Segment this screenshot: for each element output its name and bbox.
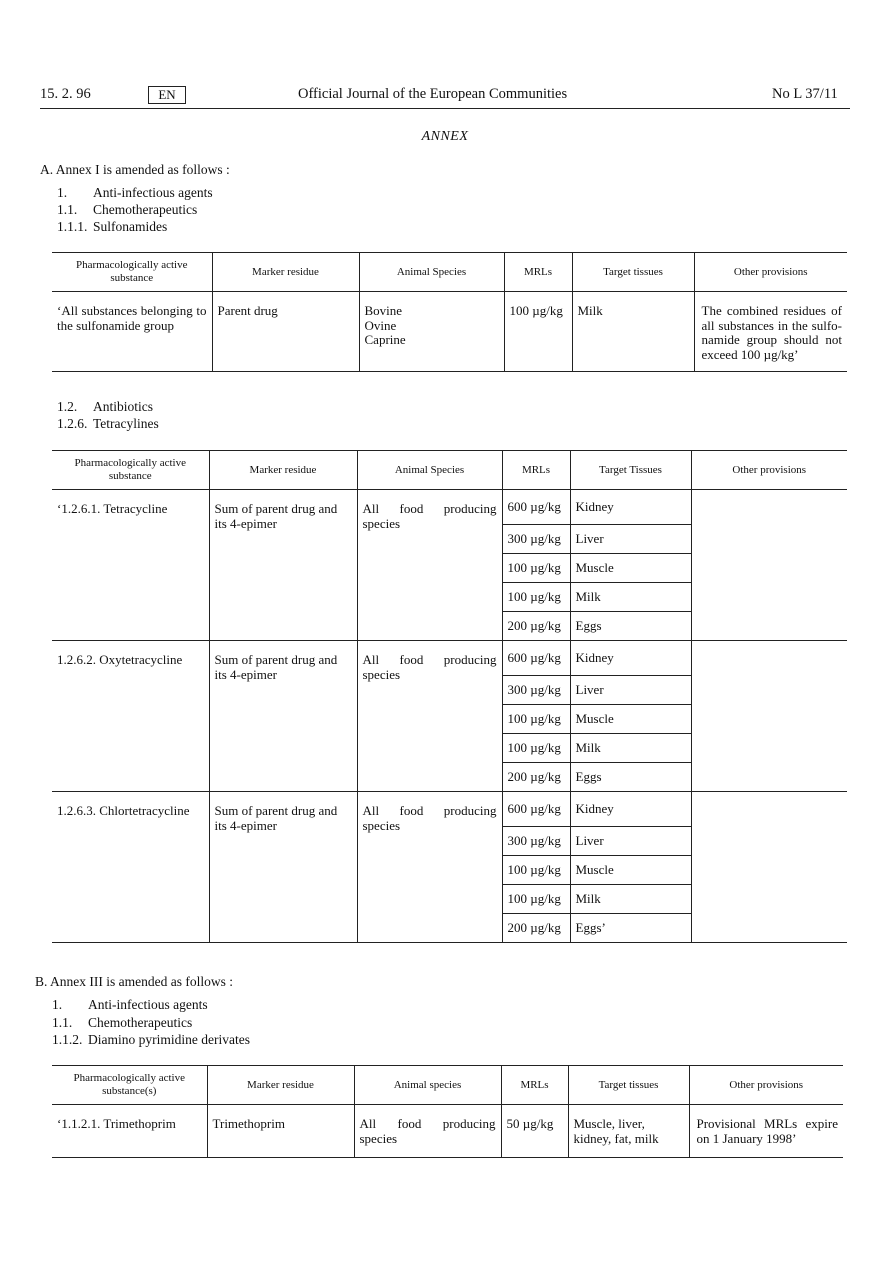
heading-a-1-2-6	[57, 416, 159, 432]
cell-target: Liver	[570, 676, 691, 705]
heading-number: 1.2.6.	[57, 416, 88, 431]
heading-a-1	[57, 185, 213, 201]
col-header-substance: Pharmacologically active substance(s)	[52, 1066, 207, 1105]
cell-species	[359, 292, 504, 372]
cell-mrl: 300 µg/kg	[502, 676, 570, 705]
heading-a-1-1-1	[57, 219, 167, 235]
tetracyclines-table	[52, 450, 847, 943]
cell-mrl: 200 µg/kg	[502, 914, 570, 943]
col-header-substance: Pharmacologically active substance	[52, 451, 209, 490]
cell-mrl: 600 µg/kg	[502, 641, 570, 676]
heading-number: 1.1.	[52, 1015, 73, 1030]
cell-marker: Sum of parent drug and its 4-epimer	[209, 490, 357, 641]
cell-target: Muscle, liver, kidney, fat, milk	[568, 1105, 689, 1158]
col-header-mrls: MRLs	[501, 1066, 568, 1105]
cell-mrl: 100 µg/kg	[502, 856, 570, 885]
heading-number: 1.1.	[57, 202, 78, 217]
cell-marker: Parent drug	[212, 292, 359, 372]
table-row	[52, 792, 847, 827]
col-header-marker: Marker residue	[207, 1066, 354, 1105]
heading-b-1	[52, 997, 208, 1013]
heading-number: 1.2.	[57, 399, 78, 414]
heading-b-1-1-2	[52, 1032, 250, 1048]
heading-text: Tetracylines	[93, 416, 159, 431]
heading-b-1-1	[52, 1015, 192, 1031]
cell-mrl: 300 µg/kg	[502, 827, 570, 856]
cell-mrl: 100 µg/kg	[502, 554, 570, 583]
cell-target: Kidney	[570, 641, 691, 676]
cell-other: The combined residues of all substances in the sulfo-namide group should not exceed 100 µg/kg’	[694, 292, 847, 372]
cell-target: Eggs	[570, 612, 691, 641]
cell-mrl: 50 µg/kg	[501, 1105, 568, 1158]
cell-species: All food producing species	[357, 490, 502, 641]
heading-a-1-2	[57, 399, 153, 415]
cell-species: All food producing species	[354, 1105, 501, 1158]
heading-number: 1.1.1.	[57, 219, 88, 234]
table-row	[52, 641, 847, 676]
table-row	[52, 292, 847, 372]
col-header-marker: Marker residue	[209, 451, 357, 490]
heading-number: 1.	[52, 997, 63, 1012]
cell-marker: Trimethoprim	[207, 1105, 354, 1158]
col-header-other: Other provisions	[689, 1066, 843, 1105]
col-header-species: Animal Species	[357, 451, 502, 490]
col-header-species: Animal species	[354, 1066, 501, 1105]
species-item: Caprine	[364, 332, 406, 347]
cell-target: Eggs’	[570, 914, 691, 943]
language-badge: EN	[148, 86, 186, 104]
heading-number: 1.1.2.	[52, 1032, 83, 1047]
cell-target: Kidney	[570, 792, 691, 827]
heading-text: Chemotherapeutics	[88, 1015, 193, 1030]
heading-text: Anti-infectious agents	[88, 997, 208, 1012]
header-rule	[40, 108, 850, 109]
table-row	[52, 1105, 843, 1158]
table-row	[52, 490, 847, 525]
cell-mrl: 100 µg/kg	[502, 705, 570, 734]
cell-substance: ‘All substances belonging to the sulfonamide group	[52, 292, 212, 372]
cell-mrl: 100 µg/kg	[502, 583, 570, 612]
cell-mrl: 200 µg/kg	[502, 763, 570, 792]
cell-target: Milk	[570, 583, 691, 612]
cell-other	[691, 641, 847, 792]
col-header-target: Target tissues	[568, 1066, 689, 1105]
col-header-substance: Pharmacologically active substance	[52, 253, 212, 292]
section-a-heading: A. Annex I is amended as follows :	[40, 162, 230, 177]
cell-other: Provisional MRLs expire on 1 January 1998’	[689, 1105, 843, 1158]
header-date: 15. 2. 96	[40, 86, 91, 102]
col-header-marker: Marker residue	[212, 253, 359, 292]
species-item: Ovine	[364, 317, 397, 333]
col-header-other: Other provisions	[694, 253, 847, 292]
heading-text: Chemotherapeutics	[93, 202, 198, 217]
col-header-species: Animal Species	[359, 253, 504, 292]
col-header-target: Target Tissues	[570, 451, 691, 490]
cell-target: Eggs	[570, 763, 691, 792]
cell-mrl: 100 µg/kg	[502, 885, 570, 914]
species-item: Bovine	[364, 303, 403, 318]
diamino-pyrimidine-table	[52, 1065, 843, 1158]
heading-text: Sulfonamides	[93, 219, 168, 234]
cell-substance: 1.2.6.2. Oxytetracycline	[52, 641, 209, 792]
col-header-mrls: MRLs	[504, 253, 572, 292]
annex-title: ANNEX	[421, 129, 469, 144]
cell-mrl: 300 µg/kg	[502, 525, 570, 554]
cell-target: Milk	[572, 292, 694, 372]
journal-title: Official Journal of the European Communities	[298, 86, 568, 102]
col-header-other: Other provisions	[691, 451, 847, 490]
cell-substance: ‘1.2.6.1. Tetracycline	[52, 490, 209, 641]
cell-mrl: 200 µg/kg	[502, 612, 570, 641]
cell-target: Milk	[570, 734, 691, 763]
heading-number: 1.	[57, 185, 68, 200]
sulfonamides-table	[52, 252, 847, 372]
section-b-heading: B. Annex III is amended as follows :	[35, 974, 233, 989]
cell-target: Milk	[570, 885, 691, 914]
heading-text: Diamino pyrimidine derivates	[88, 1032, 250, 1047]
cell-mrl: 600 µg/kg	[502, 490, 570, 525]
cell-target: Kidney	[570, 490, 691, 525]
cell-target: Liver	[570, 827, 691, 856]
cell-target: Liver	[570, 525, 691, 554]
cell-mrl: 600 µg/kg	[502, 792, 570, 827]
cell-species: All food producing species	[357, 792, 502, 943]
cell-other	[691, 792, 847, 943]
cell-target: Muscle	[570, 705, 691, 734]
cell-target: Muscle	[570, 856, 691, 885]
cell-substance: 1.2.6.3. Chlortetracycline	[52, 792, 209, 943]
cell-mrl: 100 µg/kg	[504, 292, 572, 372]
cell-marker: Sum of parent drug and its 4-epimer	[209, 792, 357, 943]
cell-other	[691, 490, 847, 641]
heading-text: Anti-infectious agents	[93, 185, 213, 200]
cell-marker: Sum of parent drug and its 4-epimer	[209, 641, 357, 792]
col-header-mrls: MRLs	[502, 451, 570, 490]
heading-a-1-1	[57, 202, 197, 218]
col-header-target: Target tissues	[572, 253, 694, 292]
cell-target: Muscle	[570, 554, 691, 583]
header-reference: No L 37/11	[772, 86, 838, 102]
cell-substance: ‘1.1.2.1. Trimethoprim	[52, 1105, 207, 1158]
heading-text: Antibiotics	[93, 399, 153, 414]
cell-mrl: 100 µg/kg	[502, 734, 570, 763]
cell-species: All food producing species	[357, 641, 502, 792]
